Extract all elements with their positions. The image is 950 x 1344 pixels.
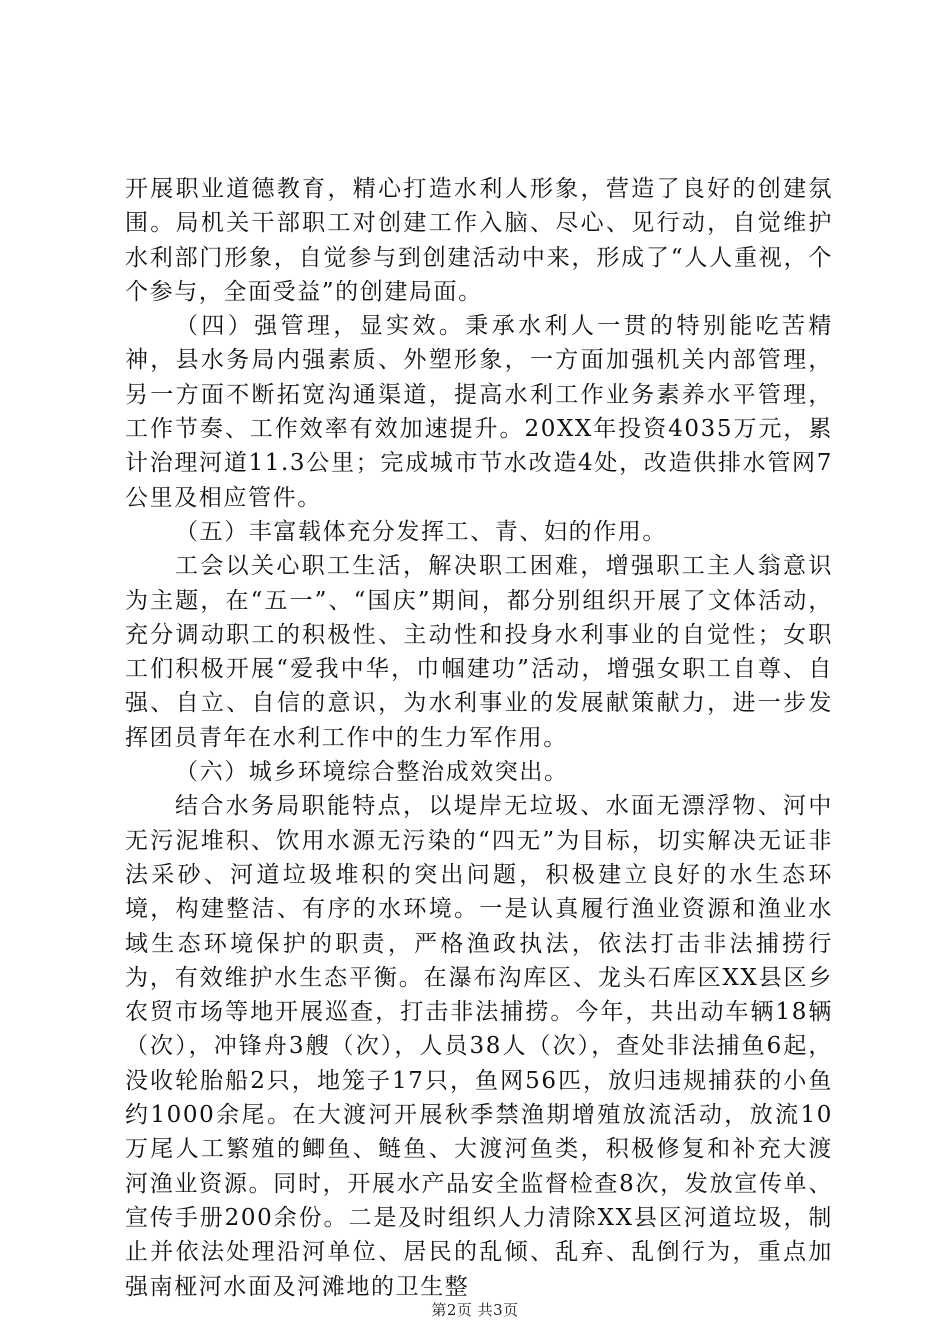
paragraph-section-six-heading: （六）城乡环境综合整治成效突出。 xyxy=(175,759,569,786)
paragraph-environment-governance: 结合水务局职能特点，以堤岸无垃圾、水面无漂浮物、河中无污泥堆积、饮用水源无污染的“四无”为目标，切实解决无证非法采砂、河道垃圾堆积的突出问题，积极建立良好的水生态环境，构建整洁、有序的水环境。一是认真履行渔业资源和渔业水域生态环境保护的职责，严格渔政执法，依法打击非法捕捞行为，有效维护水生态平衡。在瀑布沟库区、龙头石库区XX县区乡农贸市场等地开展巡查，打击非法捕捞。今年，共出动车辆18辆（次），冲锋舟3艘（次），人员38人（次），查处非法捕鱼6起，没收轮胎船2只，地笼子17只，鱼网56匹，放归违规捕获的小鱼约1000余尾。在大渡河开展秋季禁渔期增殖放流活动，放流10万尾人工繁殖的鲫鱼、鲢鱼、大渡河鱼类，积极修复和补充大渡河渔业资源。同时，开展水产品安全监督检查8次，发放宣传单、宣传手册200余份。二是及时组织人力清除XX县区河道垃圾，制止并依法处理沿河单位、居民的乱倾、乱弃、乱倒行为，重点加强南桠河水面及河滩地的卫生整 xyxy=(125,793,833,1300)
paragraph-union-activities: 工会以关心职工生活，解决职工困难，增强职工主人翁意识为主题，在“五一”、“国庆”期间，都分别组织开展了文体活动，充分调动职工的积极性、主动性和投身水利事业的自觉性；女职工们积极开展“爱我中华，巾帼建功”活动，增强女职工自尊、自强、自立、自信的意识，为水利事业的发展献策献力，进一步发挥团员青年在水利工作中的生力军作用。 xyxy=(125,553,833,751)
page-number-footer: 第2页 共3页 xyxy=(431,1301,519,1319)
document-body xyxy=(125,172,833,1304)
paragraph-section-five-heading: （五）丰富载体充分发挥工、青、妇的作用。 xyxy=(175,518,667,545)
paragraph-creation-atmosphere: 开展职业道德教育，精心打造水利人形象，营造了良好的创建氛围。局机关干部职工对创建工作入脑、尽心、见行动，自觉维护水利部门形象，自觉参与到创建活动中来，形成了“人人重视，个个参与，全面受益”的创建局面。 xyxy=(125,176,833,305)
paragraph-section-four: （四）强管理，显实效。秉承水利人一贯的特别能吃苦精神，县水务局内强素质、外塑形象，一方面加强机关内部管理，另一方面不断拓宽沟通渠道，提高水利工作业务素养水平管理，工作节奏、工作效率有效加速提升。20XX年投资4035万元，累计治理河道11.3公里；完成城市节水改造4处，改造供排水管网7公里及相应管件。 xyxy=(125,313,833,511)
